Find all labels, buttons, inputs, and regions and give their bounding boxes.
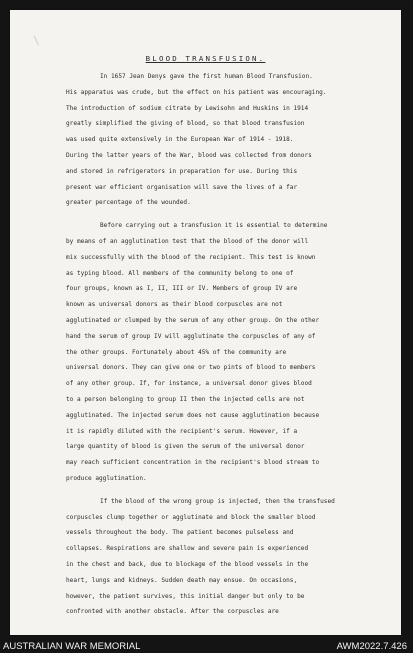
text-line: The introduction of sodium citrate by Lewisohn and Huskins in 1914 — [66, 104, 309, 112]
text-line: in the chest and back, due to blockage of the blood vessels in the — [66, 560, 309, 568]
text-line: collapses. Respirations are shallow and severe pain is experienced — [66, 545, 309, 553]
document-title: BLOOD TRANSFUSION. — [145, 54, 266, 63]
paragraph-3 — [66, 494, 396, 620]
archive-source-label: AUSTRALIAN WAR MEMORIAL — [3, 641, 141, 652]
text-line: and stored in refrigerators in preparation for use. During this — [66, 167, 298, 175]
text-line: known as universal donors as their blood corpuscles are not — [66, 301, 283, 309]
text-line: may reach sufficient concentration in the recipient's blood stream to — [66, 459, 320, 467]
text-line: During the latter years of the War, blood was collected from donors — [66, 151, 312, 159]
text-line: heart, lungs and kidneys. Sudden death may ensue. On occasions, — [66, 576, 298, 584]
text-line: however, the patient survives, this initial danger but only to be — [66, 592, 305, 600]
text-line: agglutinated. The injected serum does not cause agglutination because — [66, 411, 320, 419]
text-line: it is rapidly diluted with the recipient's serum. However, if a — [66, 427, 298, 435]
text-line: Before carrying out a transfusion it is essential to determine — [100, 222, 328, 230]
text-line: greatly simplified the giving of blood, so that blood transfusion — [66, 120, 305, 128]
archive-footer — [0, 639, 413, 653]
text-line: four groups, known as I, II, III or IV. Members of group IV are — [66, 285, 298, 293]
text-line: hand the serum of group IV will agglutinate the corpuscles of any of — [66, 332, 316, 340]
paragraph-2 — [66, 218, 396, 487]
text-line: universal donors. They can give one or two pints of blood to members — [66, 364, 316, 372]
text-line: agglutinated or clumped by the serum of any other group. On the other — [66, 316, 320, 324]
text-line: confronted with another obstacle. After the corpuscles are — [66, 608, 279, 616]
text-line: vessels throughout the body. The patient becomes pulseless and — [66, 529, 294, 537]
text-line: of any other group. If, for instance, a universal donor gives blood — [66, 380, 312, 388]
text-line: present war efficient organisation will save the lives of a far — [66, 183, 298, 191]
text-line: corpuscles clump together or agglutinate and block the smaller blood — [66, 513, 316, 521]
text-line: His apparatus was crude, but the effect on his patient was encouraging. — [66, 88, 327, 96]
document-page — [10, 10, 401, 635]
document-body — [66, 69, 396, 620]
text-line: large quantity of blood is given the serum of the universal donor — [66, 443, 305, 451]
text-line: greater percentage of the wounded. — [66, 199, 191, 207]
text-line: mix successfully with the blood of the recipient. This test is known — [66, 253, 316, 261]
archive-reference-label: AWM2022.7.426 — [336, 641, 407, 652]
paper-mark — [34, 29, 54, 45]
text-line: as typing blood. All members of the community belong to one of — [66, 269, 294, 277]
text-line: the other groups. Fortunately about 45% of the community are — [66, 348, 287, 356]
text-line: by means of an agglutination test that the blood of the donor will — [66, 237, 309, 245]
text-line: In 1657 Jean Denys gave the first human Blood Transfusion. — [100, 73, 313, 80]
text-line: was used quite extensively in the European War of 1914 - 1918. — [66, 136, 294, 144]
paragraph-1 — [66, 69, 396, 211]
text-line: to a person belonging to group II then the injected cells are not — [66, 395, 305, 403]
text-line: produce agglutination. — [66, 474, 147, 482]
text-line: If the blood of the wrong group is injected, then the transfused — [100, 497, 335, 505]
